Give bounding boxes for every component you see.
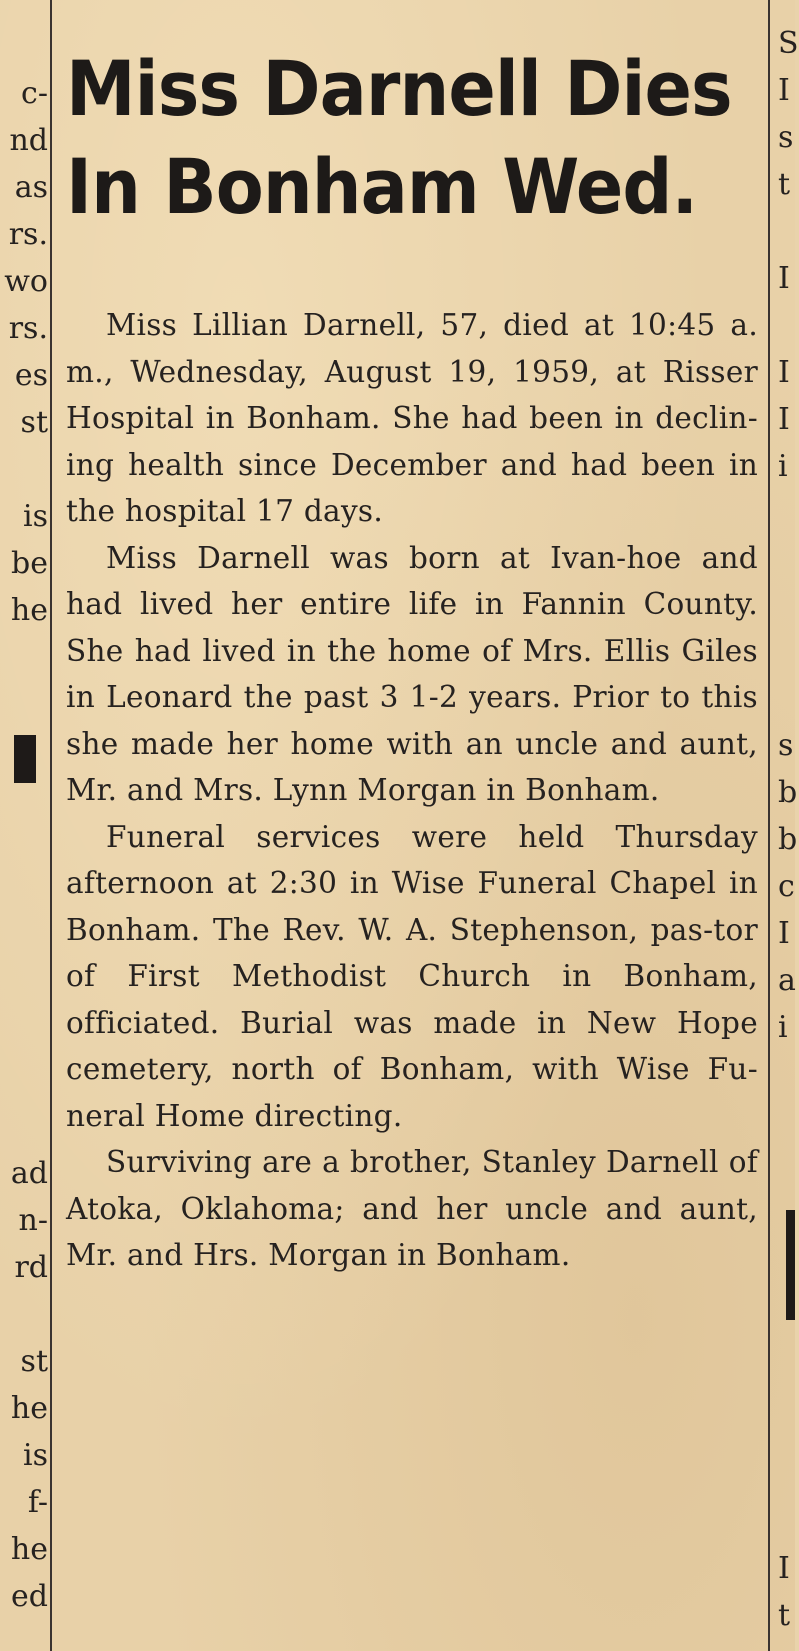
fragment-line: c- (21, 76, 48, 111)
fragment-line: S (778, 26, 799, 61)
fragment-line: f- (27, 1485, 48, 1520)
headline-line-1: Miss Darnell Dies (66, 44, 732, 133)
fragment-line: rd (14, 1250, 48, 1285)
article-body (66, 302, 758, 1279)
fragment-line: t (778, 1598, 791, 1633)
fragment-line: ad (10, 1156, 48, 1191)
fragment-line: es (14, 358, 48, 393)
fragment-line: I (778, 1551, 790, 1586)
fragment-line: st (20, 405, 48, 440)
fragment-line (778, 302, 795, 349)
fragment-line: t (778, 167, 791, 202)
fragment-line: is (23, 499, 48, 534)
fragment-line: I (778, 355, 790, 390)
article-paragraph: Funeral services were held Thursday afternoon at 2:30 in Wise Funeral Chapel in Bonham. The Rev. W. A. Stephenson, pas-tor of First Methodist Church in Bonham, officiated. Burial was made in New Hope cemetery, north of Bonham, with Wise Fu-neral Home directing. (66, 819, 758, 1133)
right-column-fragment-middle (778, 675, 798, 1051)
fragment-line: ed (11, 1579, 48, 1614)
fragment-line: I (778, 916, 790, 951)
fragment-line: i (778, 449, 788, 484)
fragment-line: wo (4, 264, 48, 299)
left-column-fragment-bottom (0, 1150, 48, 1620)
fragment-line: i (778, 1010, 788, 1045)
fragment-line: I (778, 402, 790, 437)
fragment-line: b (778, 775, 798, 810)
fragment-line: b (778, 822, 798, 857)
right-column-fragment-bottom (778, 1545, 795, 1639)
article-headline (66, 40, 732, 236)
fragment-line: I (778, 73, 790, 108)
fragment-line: c (778, 869, 795, 904)
article-paragraph: Surviving are a brother, Stanley Darnell of Atoka, Oklahoma; and her uncle and aunt, Mr. and Hrs. Morgan in Bonham. (66, 1145, 758, 1272)
headline-line-2: In Bonham Wed. (66, 142, 698, 231)
fragment-line: a (778, 963, 796, 998)
fragment-line: is (23, 1438, 48, 1473)
fragment-line: rs. (8, 311, 48, 346)
fragment-line (778, 208, 795, 255)
right-column-fragment-top (778, 20, 799, 490)
fragment-line (0, 446, 48, 493)
left-column-ink-block (14, 735, 36, 783)
fragment-line (0, 1291, 48, 1338)
fragment-line: n- (18, 1203, 48, 1238)
fragment-line: he (10, 1532, 48, 1567)
fragment-line: he (10, 1391, 48, 1426)
fragment-line: he (10, 593, 48, 628)
column-rule-right (768, 0, 770, 1651)
fragment-line (778, 675, 795, 722)
fragment-line: as (14, 170, 48, 205)
article-paragraph: Miss Lillian Darnell, 57, died at 10:45 a. m., Wednesday, August 19, 1959, at Risser Hospital in Bonham. She had been in declin-ing health since December and had been in the hospital 17 days. (66, 308, 758, 528)
fragment-line: be (11, 546, 48, 581)
article-paragraph: Miss Darnell was born at Ivan-hoe and had lived her entire life in Fannin County. She had lived in the home of Mrs. Ellis Giles in Leonard the past 3 1-2 years. Prior to this she made her home with an uncle and aunt, Mr. and Mrs. Lynn Morgan in Bonham. (66, 540, 758, 807)
fragment-line: st (20, 1344, 48, 1379)
right-column-ink-block (786, 1210, 795, 1320)
column-rule-left (50, 0, 52, 1651)
fragment-line: nd (9, 123, 48, 158)
fragment-line: s (778, 728, 794, 763)
left-column-fragment-top (0, 70, 48, 634)
fragment-line: rs. (8, 217, 48, 252)
fragment-line: s (778, 120, 794, 155)
fragment-line: I (778, 261, 790, 296)
